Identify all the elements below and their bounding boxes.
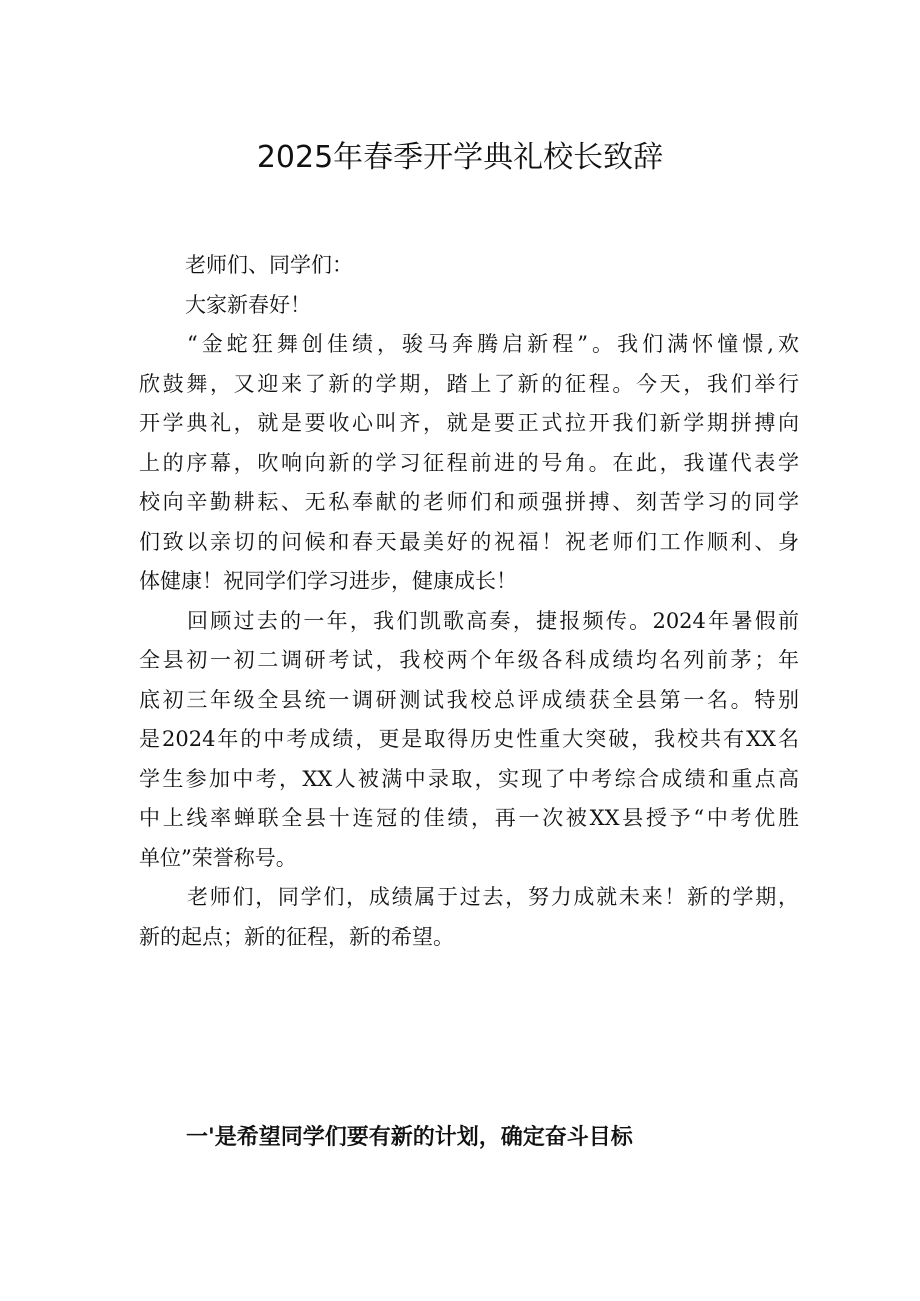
paragraph-2-line: 回顾过去的一年，我们凯歌高奏，捷报频传。2024年暑假前 <box>187 608 799 633</box>
greeting: 大家新春好！ <box>185 292 311 317</box>
paragraph-1-line: 上的序幕，吹响向新的学习征程前进的号角。在此，我谨代表学 <box>139 450 799 475</box>
salutation: 老师们、同学们： <box>185 253 353 277</box>
paragraph-2-line: 单位”荣誉称号。 <box>139 845 297 870</box>
paragraph-1-line: 开学典礼，就是要收心叫齐，就是要正式拉开我们新学期拼搏向 <box>139 411 799 435</box>
paragraph-1-line: 校向辛勤耕耘、无私奉献的老师们和顽强拼搏、刻苦学习的同学 <box>139 490 799 514</box>
paragraph-3-line: 新的起点；新的征程，新的希望。 <box>139 924 454 949</box>
paragraph-2-line: 学生参加中考，XX人被满中录取，实现了中考综合成绩和重点高 <box>139 766 799 791</box>
paragraph-1-line: “金蛇狂舞创佳绩，骏马奔腾启新程”。我们满怀憧憬,欢 <box>187 332 799 356</box>
paragraph-2-line: 底初三年级全县统一调研测试我校总评成绩获全县第一名。特别 <box>139 687 799 712</box>
paragraph-3-line: 老师们，同学们，成绩属于过去，努力成就未来！新的学期， <box>187 885 799 909</box>
section-heading: 一'是希望同学们要有新的计划，确定奋斗目标 <box>186 1125 633 1150</box>
paragraph-2-line: 是2024年的中考成绩，更是取得历史性重大突破，我校共有XX名 <box>139 727 799 751</box>
document-title: 2025年春季开学典礼校长致辞 <box>256 140 664 175</box>
paragraph-2-line: 中上线率蝉联全县十连冠的佳绩，再一次被XX县授予“中考优胜 <box>139 806 799 830</box>
paragraph-1-line: 欣鼓舞，又迎来了新的学期，踏上了新的征程。今天，我们举行 <box>139 371 799 396</box>
paragraph-1-line: 们致以亲切的问候和春天最美好的祝福！祝老师们工作顺利、身 <box>139 529 799 554</box>
paragraph-2-line: 全县初一初二调研考试，我校两个年级各科成绩均名列前茅；年 <box>139 648 799 672</box>
paragraph-1-line: 体健康！祝同学们学习进步，健康成长！ <box>139 569 517 593</box>
document-body <box>139 246 799 957</box>
